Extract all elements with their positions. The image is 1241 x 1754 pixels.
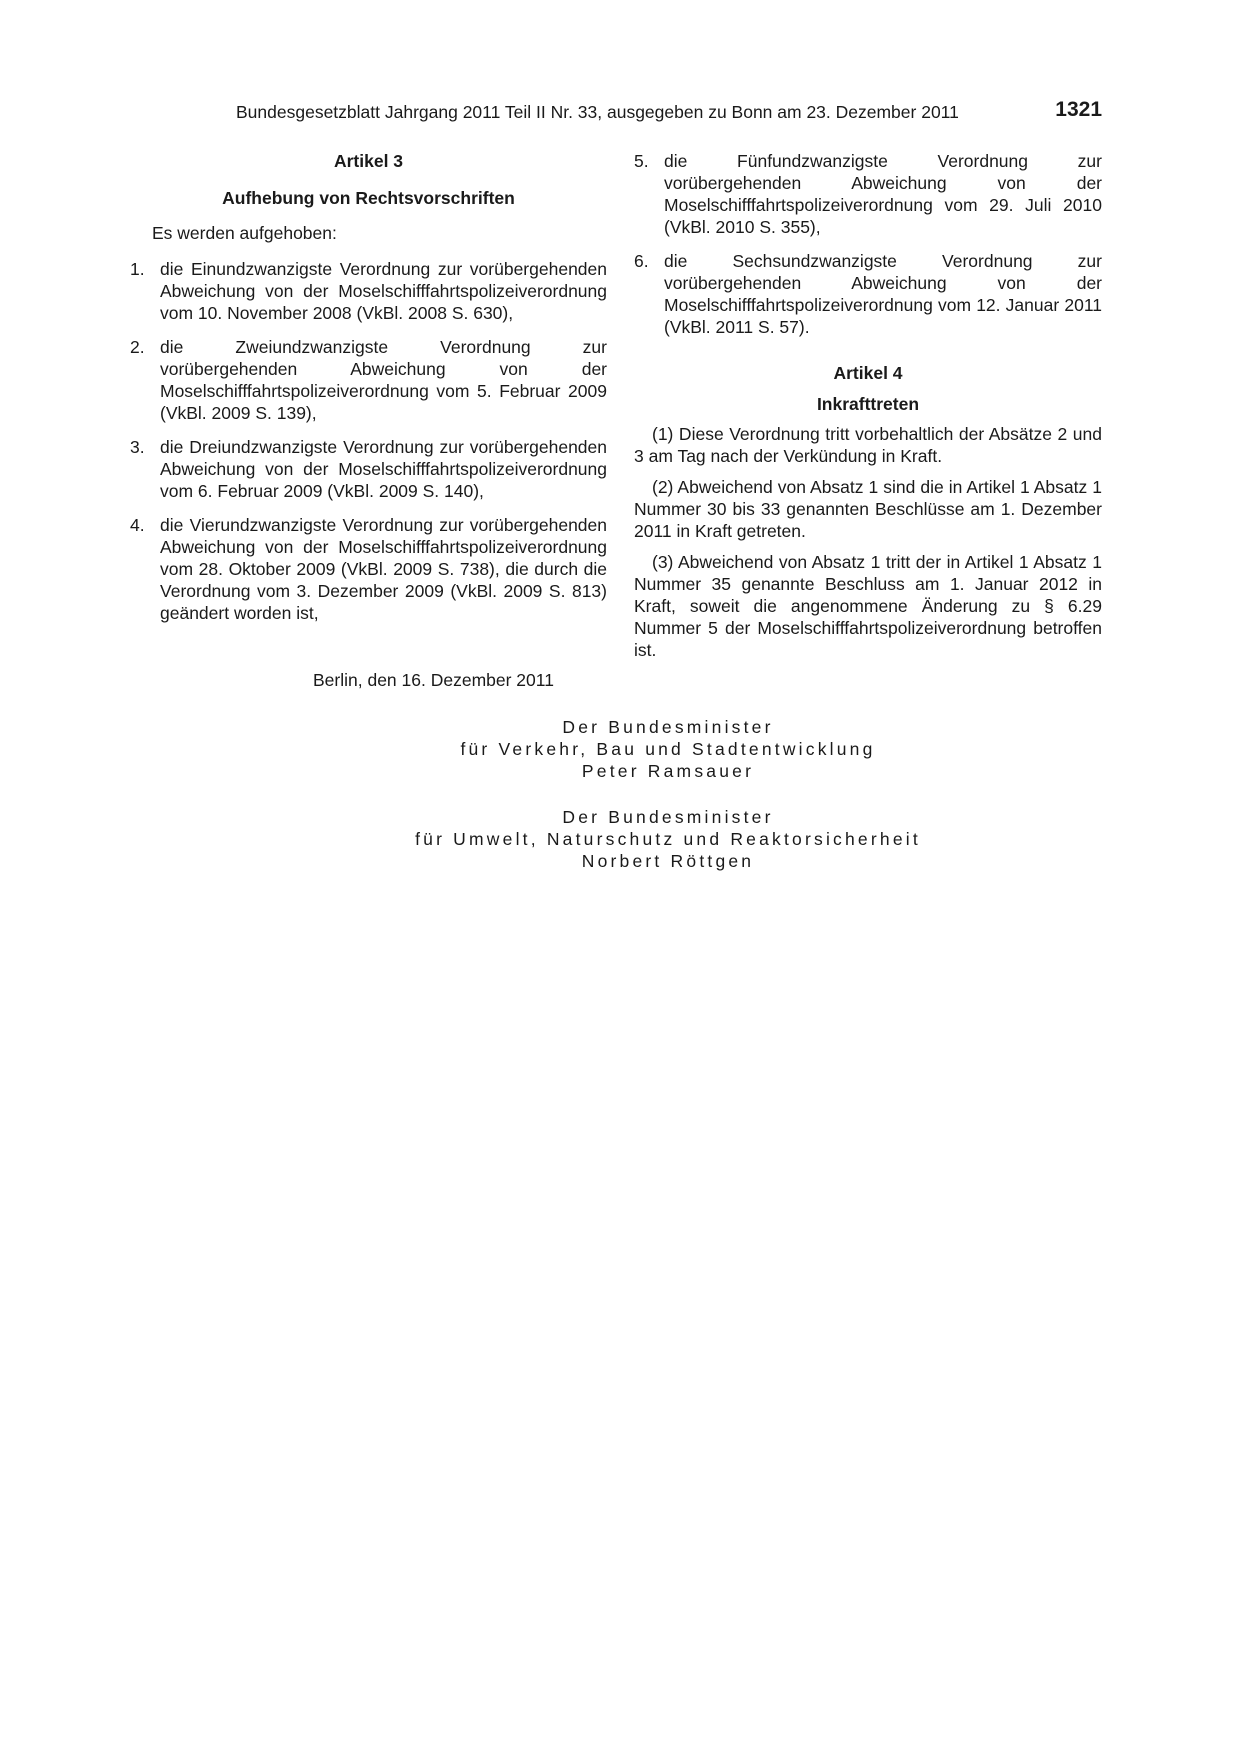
signature-name: Norbert Röttgen — [581, 851, 755, 871]
article-3-title: Artikel 3 — [333, 151, 404, 171]
place-date: Berlin, den 16. Dezember 2011 — [313, 670, 554, 690]
publication-header: Bundesgesetzblatt Jahrgang 2011 Teil II Nr. 33, ausgegeben zu Bonn am 23. Dezember 2011 — [236, 102, 959, 122]
list-item — [130, 514, 607, 624]
article-4-title: Artikel 4 — [833, 363, 903, 383]
item-number: 1. — [130, 259, 145, 279]
item-text: die Einundzwanzigste Verordnung zur vorübergehenden Abweichung von der Moselschifffahrtspolizeiverordnung vom 10. November 2008 (VkBl. 2008 S. 630), — [160, 259, 607, 323]
signature-name: Peter Ramsauer — [581, 761, 755, 781]
page-number: 1321 — [1055, 98, 1102, 121]
signature-ministry: für Umwelt, Naturschutz und Reaktorsicherheit — [415, 829, 921, 849]
article-3-intro: Es werden aufgehoben: — [152, 223, 337, 243]
item-number: 6. — [634, 251, 649, 271]
item-text: die Fünfundzwanzigste Verordnung zur vorübergehenden Abweichung von der Moselschifffahrtspolizeiverordnung vom 29. Juli 2010 (VkBl. 2010 S. 355), — [664, 151, 1102, 237]
signature-ministry: für Verkehr, Bau und Stadtentwicklung — [460, 739, 876, 759]
right-column — [634, 150, 1102, 670]
left-column — [130, 150, 607, 636]
page-header — [236, 98, 1102, 128]
list-item — [634, 150, 1102, 238]
item-text: die Vierundzwanzigste Verordnung zur vorübergehenden Abweichung von der Moselschifffahrtspolizeiverordnung vom 28. Oktober 2009 (VkBl. 2009 S. 738), die durch die Verordnung vom 3. Dezember 2009 (VkBl. 2009 S. 813) geändert worden ist, — [160, 515, 607, 623]
signature-block-environment — [234, 806, 1102, 872]
signature-role: Der Bundesminister — [562, 717, 774, 737]
list-item — [130, 336, 607, 424]
signature-block-transport — [234, 716, 1102, 782]
item-number: 4. — [130, 515, 145, 535]
list-item — [634, 250, 1102, 338]
article-4-subtitle: Inkrafttreten — [816, 394, 920, 414]
article-4-paragraph-2: (2) Abweichend von Absatz 1 sind die in Artikel 1 Absatz 1 Nummer 30 bis 33 genannten Beschlüsse am 1. Dezember 2011 in Kraft getreten. — [634, 477, 1102, 541]
repealed-regulations-list — [130, 258, 607, 624]
article-4-paragraph-1: (1) Diese Verordnung tritt vorbehaltlich der Absätze 2 und 3 am Tag nach der Verkündung in Kraft. — [634, 424, 1102, 466]
signature-role: Der Bundesminister — [562, 807, 774, 827]
item-text: die Sechsundzwanzigste Verordnung zur vorübergehenden Abweichung von der Moselschifffahrtspolizeiverordnung vom 12. Januar 2011 (VkBl. 2011 S. 57). — [664, 251, 1102, 337]
item-text: die Dreiundzwanzigste Verordnung zur vorübergehenden Abweichung von der Moselschifffahrtspolizeiverordnung vom 6. Februar 2009 (VkBl. 2009 S. 140), — [160, 437, 607, 501]
article-3-subtitle: Aufhebung von Rechtsvorschriften — [222, 188, 515, 208]
article-4-paragraph-3: (3) Abweichend von Absatz 1 tritt der in Artikel 1 Absatz 1 Nummer 35 genannte Beschluss am 1. Januar 2012 in Kraft, soweit die angenommene Änderung zu § 6.29 Nummer 5 der Moselschifffahrtspolizeiverordnung betroffen ist. — [634, 552, 1102, 660]
list-item — [130, 258, 607, 324]
item-number: 2. — [130, 337, 145, 357]
repealed-regulations-list-continued — [634, 150, 1102, 338]
item-number: 3. — [130, 437, 145, 457]
item-text: die Zweiundzwanzigste Verordnung zur vorübergehenden Abweichung von der Moselschifffahrtspolizeiverordnung vom 5. Februar 2009 (VkBl. 2009 S. 139), — [160, 337, 607, 423]
item-number: 5. — [634, 151, 649, 171]
list-item — [130, 436, 607, 502]
